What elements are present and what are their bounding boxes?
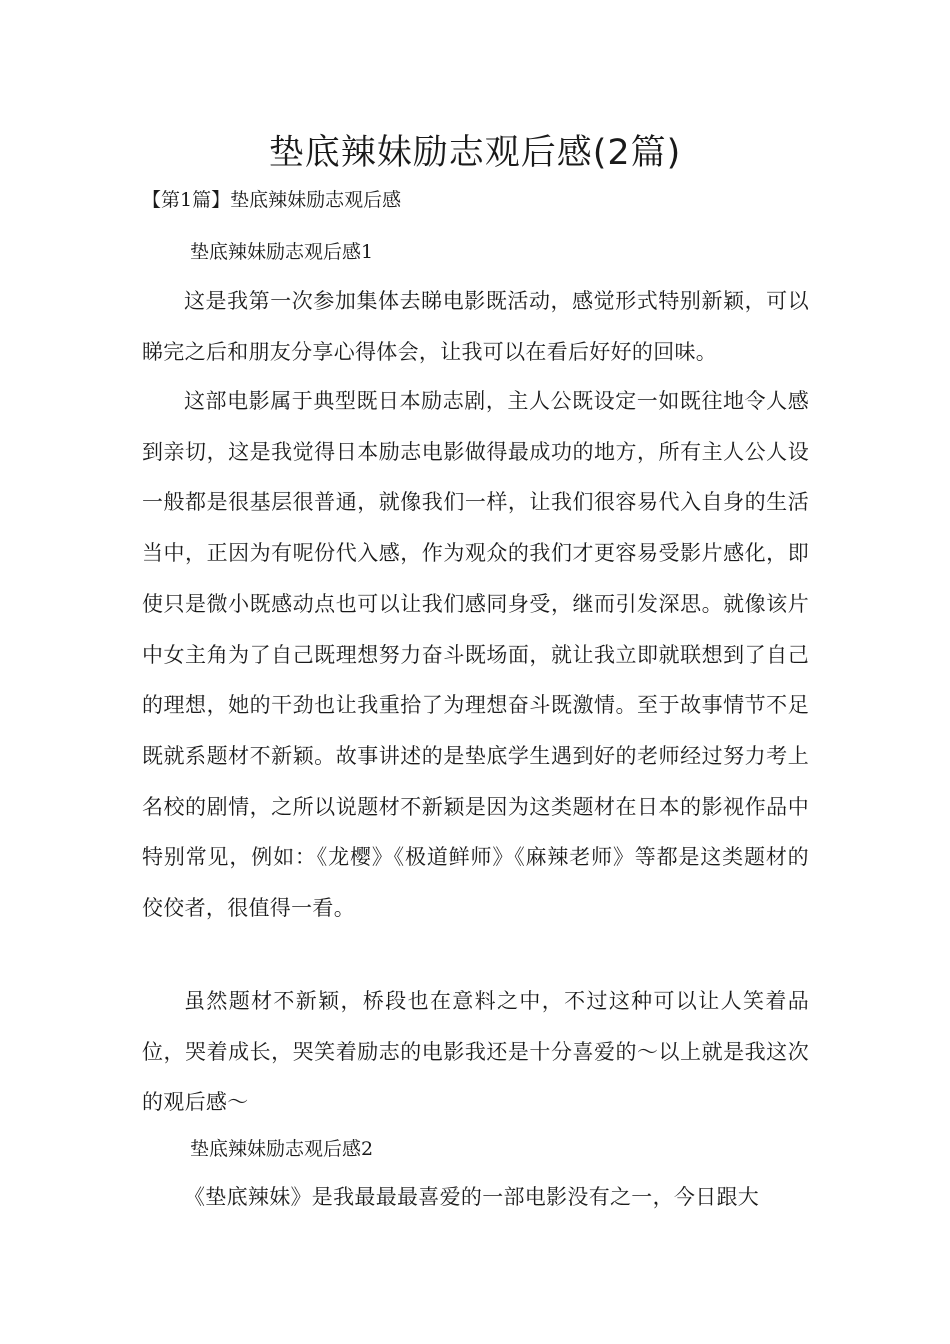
document-title: 垫底辣妹励志观后感(2篇)	[268, 133, 682, 173]
sub-heading-1: 垫底辣妹励志观后感1	[190, 241, 374, 263]
paragraph-1: 这是我第一次参加集体去睇电影既活动，感觉形式特别新颖，可以睇完之后和朋友分享心得体会，让我可以在看后好好的回味。	[142, 289, 809, 364]
paragraph-2: 这部电影属于典型既日本励志剧，主人公既设定一如既往地令人感到亲切，这是我觉得日本励志电影做得最成功的地方，所有主人公人设一般都是很基层很普通，就像我们一样，让我们很容易代入自身的生活当中，正因为有呢份代入感，作为观众的我们才更容易受影片感化，即使只是微小既感动点也可以让我们感同身受，继而引发深思。就像该片中女主角为了自己既理想努力奋斗既场面，就让我立即就联想到了自己的理想，她的干劲也让我重拾了为理想奋斗既激情。至于故事情节不足既就系题材不新颖。故事讲述的是垫底学生遇到好的老师经过努力考上名校的剧情，之所以说题材不新颖是因为这类题材在日本的影视作品中特别常见，例如：《龙樱》《极道鲜师》《麻辣老师》等都是这类题材的佼佼者，很值得一看。	[142, 389, 809, 921]
paragraph-4: 《垫底辣妹》是我最最最喜爱的一部电影没有之一，今日跟大	[184, 1185, 760, 1209]
sub-heading-2: 垫底辣妹励志观后感2	[190, 1138, 374, 1160]
section-heading: 【第1篇】垫底辣妹励志观后感	[142, 189, 402, 211]
paragraph-3: 虽然题材不新颖，桥段也在意料之中，不过这种可以让人笑着品位，哭着成长，哭笑着励志的电影我还是十分喜爱的～以上就是我这次的观后感～	[142, 989, 809, 1115]
